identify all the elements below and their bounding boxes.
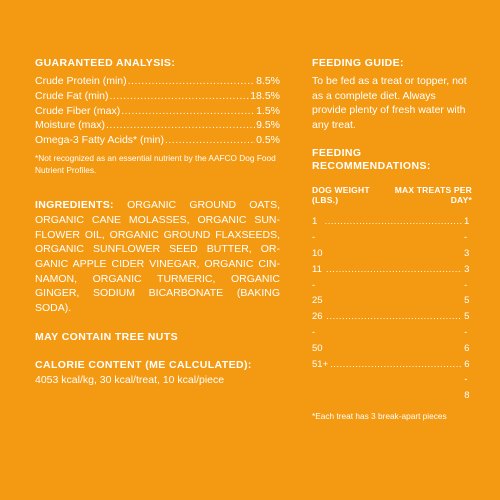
table-row xyxy=(312,214,472,261)
feeding-footnote: *Each treat has 3 break-apart pieces xyxy=(312,410,447,421)
weight-cell: 1 - 10 xyxy=(312,216,323,259)
guaranteed-analysis-table xyxy=(35,74,280,148)
calorie-text: 4053 kcal/kg, 30 kcal/treat, 10 kcal/piece xyxy=(35,373,225,386)
dot-leader xyxy=(121,104,255,119)
dot-leader xyxy=(326,262,462,278)
analysis-row xyxy=(35,118,280,133)
table-row xyxy=(312,262,472,309)
analysis-name: Crude Fat (min) xyxy=(35,89,109,102)
dot-leader xyxy=(165,133,255,148)
analysis-value: 1.5% xyxy=(256,104,280,117)
analysis-name: Crude Fiber (max) xyxy=(35,104,121,117)
feeding-table-header xyxy=(312,185,472,205)
table-row xyxy=(312,309,472,356)
dot-leader xyxy=(330,357,462,373)
analysis-value: 8.5% xyxy=(256,75,280,87)
ingredients-label: INGREDIENTS: xyxy=(35,199,114,212)
ingredients-text: ORGANIC GROUND OATS, ORGANIC CANE MOLASSES, ORGANIC SUN-FLOWER OIL, ORGANIC GROUND FLAXSEEDS, ORGANIC SUNFLOWER SEED BUTTER, OR-GANIC APPLE CIDER VINEGAR, ORGANIC CIN-NAMON, ORGANIC TURMERIC, ORGANIC GINGER, SODIUM BICARBONATE (BAKING SODA). xyxy=(35,199,280,315)
weight-cell: 11 - 25 xyxy=(312,263,323,307)
feeding-guide-text: To be fed as a treat or topper, not as a complete diet. Always provide plenty of fresh water with any treat. xyxy=(312,75,467,131)
weight-cell: 26 - 50 xyxy=(312,311,323,354)
analysis-row xyxy=(35,104,280,119)
right-column xyxy=(312,57,472,422)
guaranteed-analysis-heading: GUARANTEED ANALYSIS: xyxy=(35,57,176,69)
weight-column-header: DOG WEIGHT (LBS.) xyxy=(312,185,370,206)
ingredients-block xyxy=(35,198,280,316)
feeding-table-body xyxy=(312,214,472,404)
analysis-footnote: *Not recognized as an essential nutrient by the AAFCO Dog Food Nutrient Profiles. xyxy=(35,152,276,175)
feeding-table xyxy=(312,185,472,404)
feeding-guide-heading: FEEDING GUIDE: xyxy=(312,57,404,69)
dot-leader xyxy=(326,309,462,325)
weight-cell: 51+ xyxy=(312,358,329,370)
dot-leader xyxy=(325,214,462,230)
treats-cell: 5 - 6 xyxy=(464,311,470,354)
dot-leader xyxy=(110,89,250,104)
treats-cell: 1 - 3 xyxy=(464,216,470,259)
calorie-heading: CALORIE CONTENT (ME CALCULATED): xyxy=(35,358,252,371)
analysis-row xyxy=(35,133,280,148)
analysis-row xyxy=(35,89,280,104)
treats-cell: 3 - 5 xyxy=(464,263,470,307)
dot-leader xyxy=(106,118,255,133)
analysis-row xyxy=(35,74,280,89)
left-column xyxy=(35,57,280,387)
analysis-value: 18.5% xyxy=(250,89,280,102)
analysis-name: Moisture (max) xyxy=(35,119,106,132)
analysis-value: 0.5% xyxy=(256,134,280,147)
treats-column-header: MAX TREATS PER DAY* xyxy=(394,185,472,206)
treats-cell: 6 - 8 xyxy=(464,358,470,402)
analysis-value: 9.5% xyxy=(256,119,280,132)
allergen-warning: MAY CONTAIN TREE NUTS xyxy=(35,330,178,343)
analysis-name: Crude Protein (min) xyxy=(35,75,127,87)
table-row xyxy=(312,357,472,404)
dot-leader xyxy=(128,74,255,89)
analysis-name: Omega-3 Fatty Acids* (min) xyxy=(35,134,164,147)
feeding-recommendations-heading: FEEDING RECOMMENDATIONS: xyxy=(312,147,431,173)
